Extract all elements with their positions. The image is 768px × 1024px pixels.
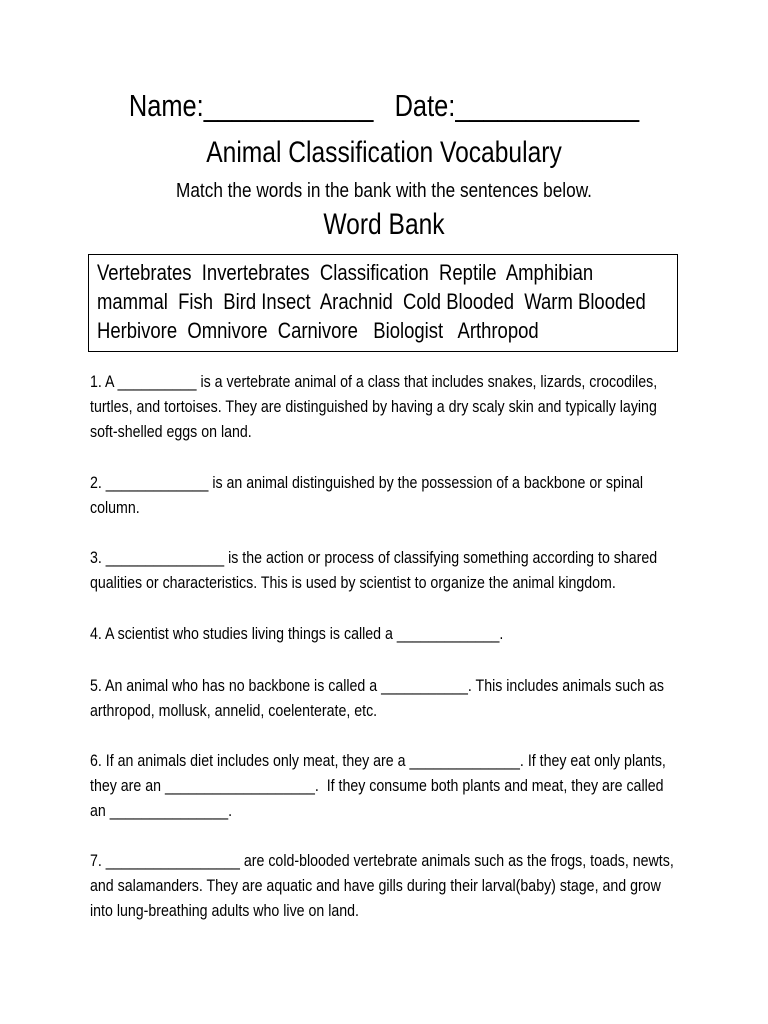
name-date-line: Name:____________ Date:_____________	[128, 88, 640, 123]
instructions: Match the words in the bank with the sentences below.	[176, 180, 592, 202]
question-line: 7. _________________ are cold-blooded vertebrate animals such as the frogs, toads, newts,	[90, 852, 674, 870]
question-line: into lung-breathing adults who live on land.	[90, 902, 360, 920]
question-line: 6. If an animals diet includes only meat, they are a ______________. If they eat only plants,	[90, 752, 666, 770]
question-line: and salamanders. They are aquatic and have gills during their larval(baby) stage, and grow	[90, 877, 661, 895]
page-title: Animal Classification Vocabulary	[206, 136, 562, 169]
question-line: soft-shelled eggs on land.	[90, 423, 252, 441]
question-line: qualities or characteristics. This is used by scientist to organize the animal kingdom.	[90, 574, 616, 592]
word-bank-box	[88, 254, 678, 352]
word-bank-line: mammal Fish Bird Insect Arachnid Cold Blooded Warm Blooded	[97, 289, 646, 314]
question-6	[90, 749, 683, 824]
question-line: 5. An animal who has no backbone is called a ___________. This includes animals such as	[90, 677, 665, 695]
question-4	[90, 622, 683, 647]
question-line: 2. _____________ is an animal distinguished by the possession of a backbone or spinal	[90, 474, 644, 492]
question-line: 3. _______________ is the action or process of classifying something according to shared	[90, 549, 658, 567]
question-1	[90, 370, 683, 445]
question-line: 1. A __________ is a vertebrate animal of a class that includes snakes, lizards, crocodiles,	[90, 373, 658, 391]
question-7	[90, 849, 683, 924]
question-line: arthropod, mollusk, annelid, coelenterate, etc.	[90, 702, 378, 720]
word-bank-line: Herbivore Omnivore Carnivore Biologist Arthropod	[97, 318, 539, 343]
question-line: 4. A scientist who studies living things is called a _____________.	[90, 625, 504, 643]
question-3	[90, 546, 683, 596]
word-bank-line: Vertebrates Invertebrates Classification Reptile Amphibian	[97, 260, 594, 285]
question-line: they are an ___________________. If they consume both plants and meat, they are called	[90, 777, 664, 795]
question-line: column.	[90, 499, 140, 517]
question-line: an _______________.	[90, 802, 233, 820]
question-5	[90, 674, 683, 724]
question-line: turtles, and tortoises. They are distinguished by having a dry scaly skin and typically laying	[90, 398, 657, 416]
word-bank-heading: Word Bank	[323, 208, 445, 241]
question-2	[90, 471, 683, 521]
